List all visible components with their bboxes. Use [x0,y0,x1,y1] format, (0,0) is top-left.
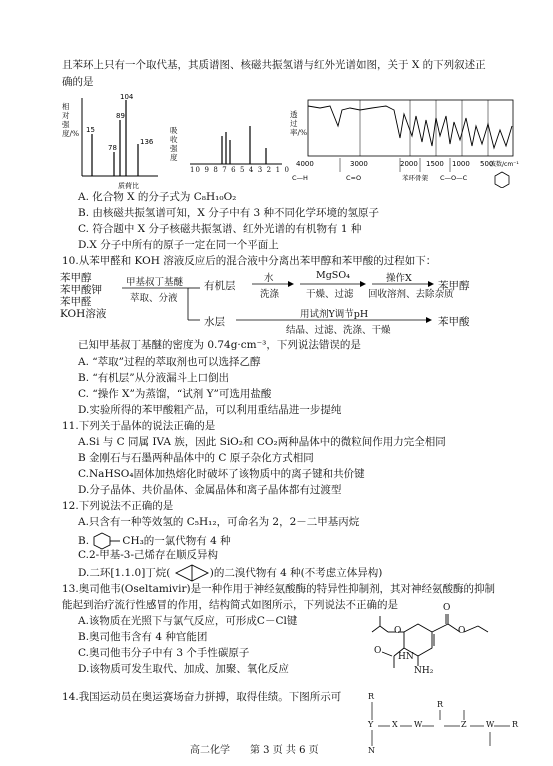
nmr-tick: 8 [213,166,219,174]
nmr-tick: 2 [266,166,273,174]
ms-label-104: 104 [120,93,134,101]
nmr-tick: 10 [190,166,202,174]
atom-o-ether: O [394,626,402,636]
atom-r-top: R [368,692,375,701]
q11-option-c: C.NaHSO₄固体加热熔化时破坏了该物质中的离子键和共价键 [78,468,365,480]
extract-label: 萃取、分液 [130,293,178,304]
ms-label-78: 78 [108,144,117,152]
q12-d-suffix: )的二溴代物有 4 种(不考虑立体异构) [209,567,383,579]
ir-ylabel: 透过率/% [290,110,308,137]
atom-o-ester: O [458,626,466,636]
atom-z: Z [461,720,467,729]
q12-d-prefix: D.二环[1.1.0]丁烷( [78,567,171,579]
q9-option-a: A. 化合物 X 的分子式为 C₈H₁₀O₂ [78,191,237,203]
ms-label-89: 89 [116,112,125,120]
mix-2: 苯甲酸钾 [60,284,102,296]
dry-label: 干燥、过滤 [306,289,354,300]
q13-stem-line1: 13.奥司他韦(Oseltamivir)是一种作用于神经氨酸酶的特异性抑制剂，其对神经氨酸酶的抑制 [62,583,496,595]
product-benzoic-acid: 苯甲酸 [438,316,470,328]
cryst-label: 结晶、过滤、洗涤、干燥 [286,325,391,336]
q13-option-d: D.该物质可发生取代、加成、加聚、氧化反应 [78,663,289,675]
q11-option-d: D.分子晶体、共价晶体、金属晶体和离子晶体都有过渡型 [78,484,342,496]
atom-nh2: NH₂ [414,666,434,676]
q14-structure [360,690,530,760]
nmr-spectrum-chart [170,118,291,180]
ir-group: C—H [292,174,308,182]
q11-option-a: A.Si 与 C 同属 IVA 族，因此 SiO₂和 CO₂两种晶体中的微粒间作用力完全相同 [78,436,446,448]
atom-w2: W [486,720,495,729]
q10-stem: 10.从苯甲醛和 KOH 溶液反应后的混合液中分离出苯甲醇和苯甲酸的过程如下： [62,255,437,267]
q12-stem: 12.下列说法不正确的是 [62,500,174,512]
q12-option-c: C.2-甲基-3-己烯存在顺反异构 [78,549,219,561]
q10-option-a: A. “萃取”过程的萃取剂也可以选择乙醇 [78,356,261,368]
q9-stem-line1: 且苯环上只有一个取代基，其质谱图、核磁共振氢谱与红外光谱如图，关于 X 的下列叙述正 [62,59,486,71]
atom-hn: HN [398,652,414,662]
nmr-tick: 0 [284,166,291,174]
q12-option-a: A.只含有一种等效氢的 C₅H₁₂，可命名为 2，2－二甲基丙烷 [78,516,360,528]
q9-option-b: B. 由核磁共振氢谱可知，X 分子中有 3 种不同化学环境的氢原子 [78,207,380,219]
atom-x: X [392,720,398,729]
q10-option-d: D.实验所得的苯甲酸粗产品，可以利用重结晶进一步提纯 [78,404,342,416]
atom-r-end: R [512,720,519,729]
aqueous-layer: 水层 [204,316,225,328]
ms-label-15: 15 [86,126,95,134]
atom-r-mid: R [437,700,444,709]
atom-o-amide: O [374,646,382,656]
q14-stem: 14.我国运动员在奥运赛场奋力拼搏，取得佳绩。下图所示可 [62,691,342,703]
ir-tick: 1000 [452,160,470,168]
nmr-tick: 5 [240,166,246,174]
q9-option-c: C. 符合题中 X 分子核磁共振氢谱、红外光谱的有机物有 1 种 [78,223,362,235]
ir-spectrum-chart [290,96,520,188]
q10-flowchart [60,270,530,342]
ir-group: C—O—C [440,174,468,182]
nmr-tick: 4 [248,166,255,174]
mass-spectrum-chart [60,92,160,192]
nmr-tick: 6 [231,166,237,174]
nmr-tick: 7 [222,166,228,174]
reagent-y-label: 用试剂Y调节pH [300,309,369,320]
atom-y: Y [368,720,374,729]
q13-option-b: B.奥司他韦含有 4 种官能团 [78,631,208,643]
mgso4-label: MgSO₄ [316,270,350,281]
q11-option-b: B 金刚石与石墨两种晶体中的 C 原子杂化方式相同 [78,452,314,464]
organic-layer: 有机层 [204,280,236,292]
q13-option-a: A.该物质在光照下与氯气反应，可形成C－Cl键 [78,615,298,627]
q10-option-c: C. “操作 X”为蒸馏，“试剂 Y”可选用盐酸 [78,388,272,400]
q13-option-c: C.奥司他韦分子中有 3 个手性碳原子 [78,647,250,659]
q12-b-suffix: CH₃的一氯代物有 4 种 [122,535,231,547]
ir-unit: 波数/cm⁻¹ [490,161,519,168]
page-footer: 高二化学 第 3 页 共 6 页 [190,745,319,756]
ms-label-136: 136 [140,138,154,146]
nmr-axis-labels [190,166,290,174]
mix-4: KOH溶液 [60,308,107,320]
q10-density: 已知甲基叔丁基醚的密度为 0.74g·cm⁻³，下列说法错误的是 [78,339,361,351]
bicyclobutane-icon [174,564,210,582]
q10-option-b: B. “有机层”从分液漏斗上口倒出 [78,372,230,384]
ir-group: C=O [346,174,362,182]
q12-b-prefix: B. [78,535,90,547]
nmr-tick: 3 [257,166,264,174]
mix-3: 苯甲醛 [60,296,92,308]
ir-tick: 2000 [400,160,418,168]
q9-stem-line2: 确的是 [62,76,94,88]
ir-tick: 500 [480,160,494,168]
water-label: 水 [264,273,274,284]
recover-label: 回收溶剂、去除杂质 [368,289,454,300]
ir-tick: 1500 [426,160,444,168]
nmr-tick: 1 [275,166,282,174]
q13-stem-line2: 能起到治疗流行性感冒的作用，结构简式如图所示，下列说法不正确的是 [62,599,398,611]
nmr-ylabel: 吸收强度 [170,126,178,162]
q12-option-d [78,564,382,582]
ms-ylabel: 相对强度/% [62,102,80,138]
oseltamivir-structure [368,603,518,682]
atom-n: N [368,746,375,755]
product-benzyl-alcohol: 苯甲醇 [438,280,470,292]
solvent-label: 甲基叔丁基醚 [126,277,184,288]
ir-tick: 3000 [350,160,368,168]
op-x-label: 操作X [386,273,412,284]
ir-group: 苯环骨架 [402,174,428,182]
nmr-tick: 9 [204,166,210,174]
atom-w1: W [414,720,423,729]
mix-1: 苯甲醇 [60,272,92,284]
q11-stem: 11.下列关于晶体的说法正确的是 [62,420,216,432]
ir-tick: 4000 [296,160,314,168]
atom-o-carbonyl: O [443,603,451,613]
q9-option-d: D.X 分子中所有的原子一定在同一个平面上 [78,239,279,251]
ms-xlabel: 质荷比 [118,182,139,190]
wash-label: 洗涤 [260,289,280,300]
